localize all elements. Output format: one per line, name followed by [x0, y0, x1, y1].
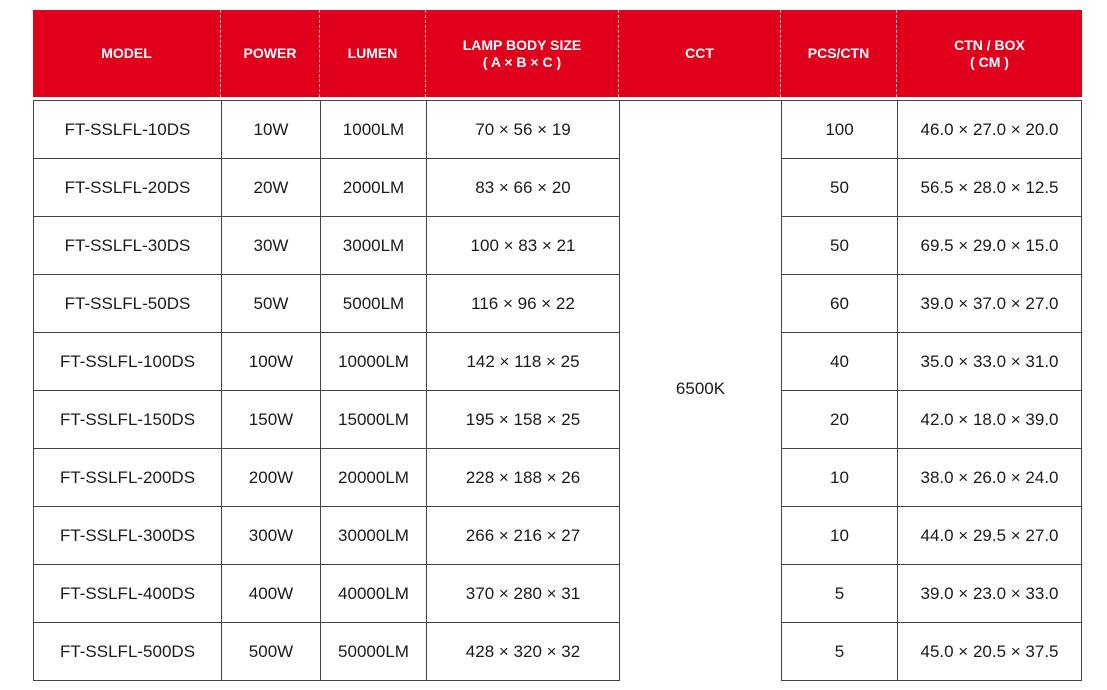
header-ctn-box: [897, 10, 1082, 97]
pcs-ctn-cell: 50: [781, 159, 897, 217]
table-row: [33, 217, 1082, 275]
model-cell: FT-SSLFL-500DS: [33, 623, 221, 681]
lamp-body-size-cell: 370 × 280 × 31: [426, 565, 619, 623]
table-row: [33, 507, 1082, 565]
power-cell: 20W: [221, 159, 320, 217]
lumen-cell: 10000LM: [320, 333, 426, 391]
table-row: [33, 449, 1082, 507]
pcs-ctn-cell: 40: [781, 333, 897, 391]
power-cell: 100W: [221, 333, 320, 391]
ctn-box-cell: 44.0 × 29.5 × 27.0: [897, 507, 1082, 565]
header-lumen: LUMEN: [320, 10, 426, 97]
power-cell: 30W: [221, 217, 320, 275]
power-cell: 400W: [221, 565, 320, 623]
table-row: [33, 565, 1082, 623]
pcs-ctn-cell: 10: [781, 507, 897, 565]
power-cell: 50W: [221, 275, 320, 333]
cct-value: 6500K: [675, 379, 726, 398]
pcs-ctn-cell: 50: [781, 217, 897, 275]
power-cell: 300W: [221, 507, 320, 565]
lumen-cell: 1000LM: [320, 100, 426, 159]
lumen-cell: 15000LM: [320, 391, 426, 449]
model-cell: FT-SSLFL-100DS: [33, 333, 221, 391]
cct-cell: [619, 100, 781, 681]
pcs-ctn-cell: 20: [781, 391, 897, 449]
lumen-cell: 20000LM: [320, 449, 426, 507]
lumen-cell: 3000LM: [320, 217, 426, 275]
model-cell: FT-SSLFL-50DS: [33, 275, 221, 333]
model-cell: FT-SSLFL-200DS: [33, 449, 221, 507]
table-row: [33, 275, 1082, 333]
lumen-cell: 50000LM: [320, 623, 426, 681]
model-cell: FT-SSLFL-30DS: [33, 217, 221, 275]
lumen-cell: 40000LM: [320, 565, 426, 623]
lamp-body-size-cell: 266 × 216 × 27: [426, 507, 619, 565]
pcs-ctn-cell: 10: [781, 449, 897, 507]
header-row: [33, 10, 1082, 97]
table-row: [33, 391, 1082, 449]
model-cell: FT-SSLFL-300DS: [33, 507, 221, 565]
power-cell: 200W: [221, 449, 320, 507]
header-cct: CCT: [619, 10, 781, 97]
ctn-box-cell: 42.0 × 18.0 × 39.0: [897, 391, 1082, 449]
power-cell: 10W: [221, 100, 320, 159]
header-lamp-body-size-title: LAMP BODY SIZE: [462, 36, 582, 53]
ctn-box-cell: 39.0 × 23.0 × 33.0: [897, 565, 1082, 623]
pcs-ctn-cell: 100: [781, 100, 897, 159]
table-row: [33, 623, 1082, 681]
model-cell: FT-SSLFL-10DS: [33, 100, 221, 159]
lamp-body-size-cell: 228 × 188 × 26: [426, 449, 619, 507]
header-power: POWER: [221, 10, 320, 97]
header-ctn-box-title: CTN / BOX: [954, 36, 1025, 53]
pcs-ctn-cell: 60: [781, 275, 897, 333]
lamp-body-size-cell: 428 × 320 × 32: [426, 623, 619, 681]
power-cell: 500W: [221, 623, 320, 681]
lamp-body-size-cell: 142 × 118 × 25: [426, 333, 619, 391]
lamp-body-size-cell: 116 × 96 × 22: [426, 275, 619, 333]
table-body: [33, 97, 1082, 681]
ctn-box-cell: 56.5 × 28.0 × 12.5: [897, 159, 1082, 217]
lumen-cell: 2000LM: [320, 159, 426, 217]
pcs-ctn-cell: 5: [781, 565, 897, 623]
pcs-ctn-cell: 5: [781, 623, 897, 681]
table-row: [33, 100, 1082, 159]
model-cell: FT-SSLFL-150DS: [33, 391, 221, 449]
header-pcs-ctn: PCS/CTN: [781, 10, 897, 97]
header-lamp-body-size: [426, 10, 619, 97]
ctn-box-cell: 39.0 × 37.0 × 27.0: [897, 275, 1082, 333]
ctn-box-cell: 69.5 × 29.0 × 15.0: [897, 217, 1082, 275]
header-lamp-body-size-sub: ( A × B × C ): [482, 53, 562, 70]
header-model: MODEL: [33, 10, 221, 97]
power-cell: 150W: [221, 391, 320, 449]
lamp-body-size-cell: 195 × 158 × 25: [426, 391, 619, 449]
ctn-box-cell: 38.0 × 26.0 × 24.0: [897, 449, 1082, 507]
lamp-body-size-cell: 100 × 83 × 21: [426, 217, 619, 275]
lumen-cell: 5000LM: [320, 275, 426, 333]
lamp-body-size-cell: 83 × 66 × 20: [426, 159, 619, 217]
lamp-body-size-cell: 70 × 56 × 19: [426, 100, 619, 159]
ctn-box-cell: 45.0 × 20.5 × 37.5: [897, 623, 1082, 681]
ctn-box-cell: 35.0 × 33.0 × 31.0: [897, 333, 1082, 391]
table-row: [33, 159, 1082, 217]
lumen-cell: 30000LM: [320, 507, 426, 565]
header-ctn-box-sub: ( CM ): [970, 53, 1009, 70]
ctn-box-cell: 46.0 × 27.0 × 20.0: [897, 100, 1082, 159]
model-cell: FT-SSLFL-20DS: [33, 159, 221, 217]
model-cell: FT-SSLFL-400DS: [33, 565, 221, 623]
product-spec-table: [33, 10, 1082, 681]
table-row: [33, 333, 1082, 391]
